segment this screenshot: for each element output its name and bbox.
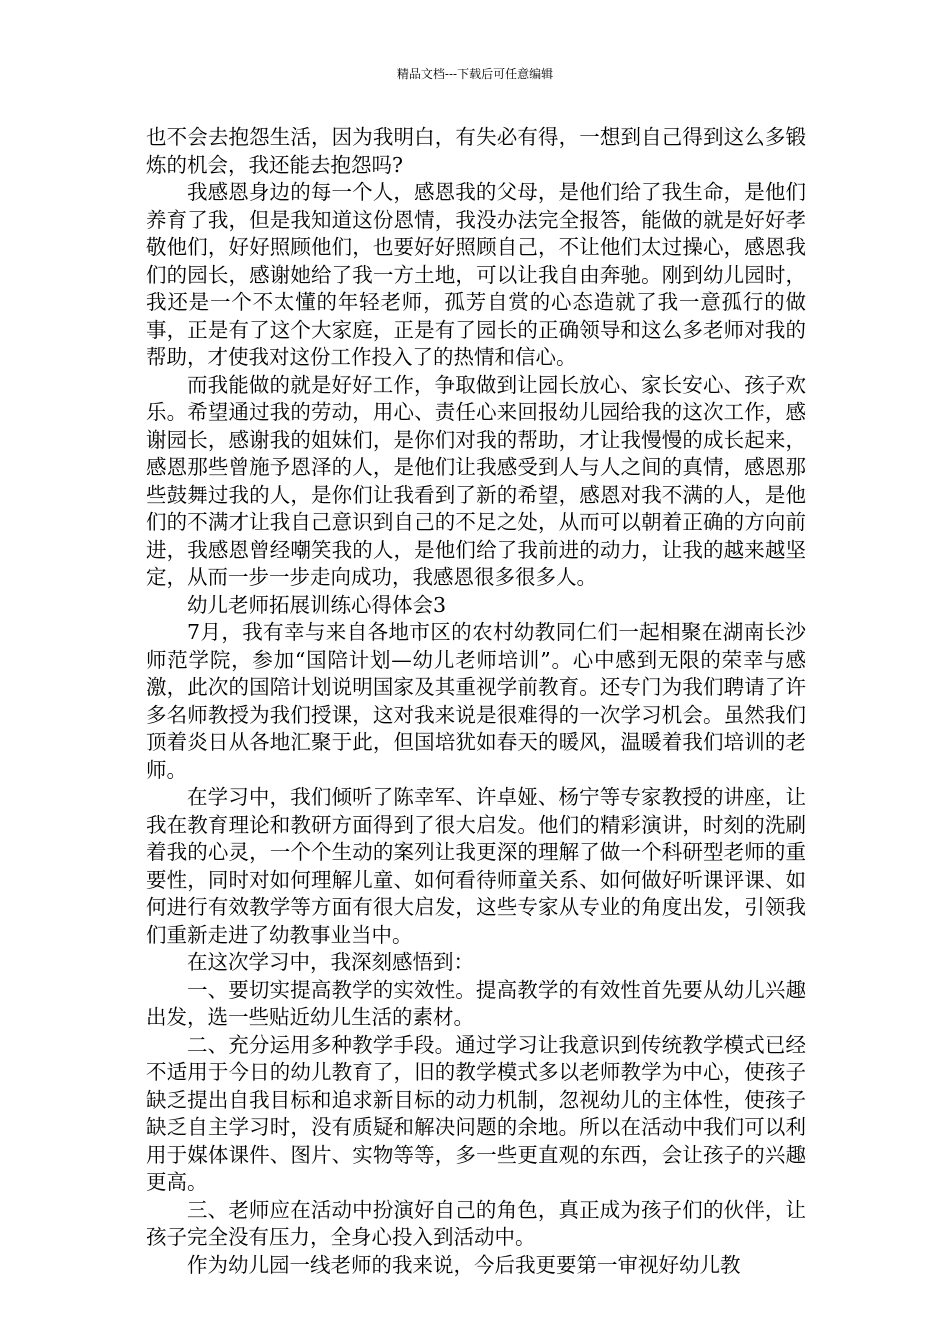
paragraph-7: 在这次学习中，我深刻感悟到： xyxy=(187,950,474,974)
paragraph-5: 7月，我有幸与来自各地市区的农村幼教同仁们一起相聚在湖南长沙师范学院，参加“国陪计划—幼儿老师培训”。心中感到无限的荣幸与感激，此次的国陪计划说明国家及其重视学前教育。还专门为我们聘请了许多名师教授为我们授课，这对我来说是很难得的一次学习机会。虽然我们顶着炎日从各地汇聚于此，但国培犹如春天的暖风，温暖着我们培训的老师。 xyxy=(146,620,806,782)
paragraph-2: 我感恩身边的每一个人，感恩我的父母，是他们给了我生命，是他们养育了我，但是我知道这份恩情，我没办法完全报答，能做的就是好好孝敬他们，好好照顾他们，也要好好照顾自己，不让他们太过操心，感恩我们的园长，感谢她给了我一方土地，可以让我自由奔驰。刚到幼儿园时，我还是一个不太懂的年轻老师，孤芳自赏的心态造就了我一意孤行的做事，正是有了这个大家庭，正是有了园长的正确领导和这么多老师对我的帮助，才使我对这份工作投入了的热情和信心。 xyxy=(146,180,806,369)
paragraph-10: 三、老师应在活动中扮演好自己的角色，真正成为孩子们的伙伴，让孩子完全没有压力，全身心投入到活动中。 xyxy=(146,1197,806,1249)
paragraph-11: 作为幼儿园一线老师的我来说，今后我更要第一审视好幼儿教 xyxy=(187,1252,741,1277)
paragraph-6: 在学习中，我们倾听了陈幸军、许卓娅、杨宁等专家教授的讲座，让我在教育理论和教研方面得到了很大启发。他们的精彩演讲，时刻的洗刷着我的心灵，一个个生动的案列让我更深的理解了做一个科研型老师的重要性，同时对如何理解儿童、如何看待师童关系、如何做好听课评课、如何进行有效教学等方面有很大启发，这些专家从专业的角度出发，引领我们重新走进了幼教事业当中。 xyxy=(146,785,806,947)
paragraph-3: 而我能做的就是好好工作，争取做到让园长放心、家长安心、孩子欢乐。希望通过我的劳动，用心、责任心来回报幼儿园给我的这次工作，感谢园长，感谢我的姐妹们，是你们对我的帮助，才让我慢慢的成长起来，感恩那些曾施予恩泽的人，是他们让我感受到人与人之间的真情，感恩那些鼓舞过我的人，是你们让我看到了新的希望，感恩对我不满的人，是他们的不满才让我自己意识到自己的不足之处，从而可以朝着正确的方向前进，我感恩曾经嘲笑我的人，是他们给了我前进的动力，让我的越来越坚定，从而一步一步走向成功，我感恩很多很多人。 xyxy=(146,372,806,589)
document-body xyxy=(146,124,806,1279)
paragraph-9: 二、充分运用多种教学手段。通过学习让我意识到传统教学模式已经不适用于今日的幼儿教育了，旧的教学模式多以老师教学为中心，使孩子缺乏提出自我目标和追求新目标的动力机制，忽视幼儿的主体性，使孩子缺乏自主学习时，没有质疑和解决问题的余地。所以在活动中我们可以利用于媒体课件、图片、实物等等，多一些更直观的东西，会让孩子的兴趣更高。 xyxy=(146,1032,806,1194)
page-header: 精品文档---下载后可任意编辑 xyxy=(396,67,554,81)
paragraph-8: 一、要切实提高教学的实效性。提高教学的有效性首先要从幼儿兴趣出发，选一些贴近幼儿生活的素材。 xyxy=(146,977,806,1029)
paragraph-1: 也不会去抱怨生活，因为我明白，有失必有得，一想到自己得到这么多锻炼的机会，我还能去抱怨吗? xyxy=(146,125,806,177)
section-heading: 幼儿老师拓展训练心得体会3 xyxy=(187,592,447,617)
